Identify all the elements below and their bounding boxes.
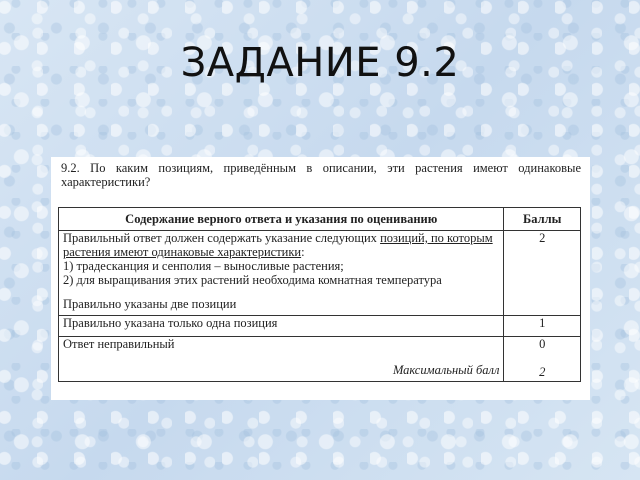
- wrong-answer-cell: [59, 337, 504, 382]
- criterion-two-positions: Правильно указаны две позиции: [63, 297, 237, 311]
- points-zero: 0: [539, 337, 546, 351]
- table-row: [59, 231, 581, 316]
- scoring-table: [58, 207, 581, 382]
- table-row: [59, 337, 581, 382]
- answer-item-1: 1) традесканция и сенполия – выносливые растения;: [63, 259, 344, 273]
- max-score-label: Максимальный балл: [392, 363, 500, 377]
- max-score-value: 2: [539, 365, 546, 379]
- answer-content-cell: [59, 231, 504, 316]
- header-content: Содержание верного ответа и указания по оцениванию: [59, 208, 504, 231]
- slide-title: ЗАДАНИЕ 9.2: [180, 40, 460, 86]
- points-one: 1: [504, 316, 581, 337]
- header-points: Баллы: [504, 208, 581, 231]
- answer-intro-end: :: [301, 245, 305, 259]
- answer-item-2: 2) для выращивания этих растений необходима комнатная температура: [63, 273, 442, 287]
- table-row: [59, 316, 581, 337]
- points-two: 2: [504, 231, 581, 316]
- criterion-wrong: Ответ неправильный: [63, 337, 175, 351]
- answer-intro-text: Правильный ответ должен содержать указание следующих: [63, 231, 381, 245]
- question-text: 9.2. По каким позициям, приведённым в описании, эти растения имеют одинаковые характеристики?: [61, 161, 581, 189]
- document-panel: [51, 157, 590, 400]
- wrong-points-cell: [504, 337, 581, 382]
- table-header-row: [59, 208, 581, 231]
- answer-intro: [63, 231, 499, 259]
- answer-intro-underlined: позиций, по которым растения имеют одинаковые характеристики: [63, 231, 493, 259]
- criterion-one-position: Правильно указана только одна позиция: [59, 316, 504, 337]
